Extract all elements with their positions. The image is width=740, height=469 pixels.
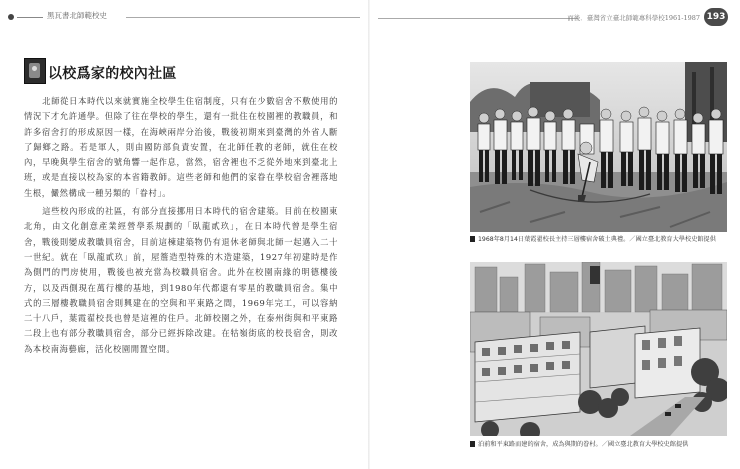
page-number: 193 <box>704 8 728 26</box>
right-page <box>370 0 740 469</box>
header-rule <box>126 17 360 18</box>
paragraph: 北師從日本時代以來就實施全校學生住宿制度，只有在少數宿舍不敷使用的情況下才允許通學。但除了往在學校的學生，還有一批住在校園裡的教職員，和許多宿舍打的形成原因一樣，在海峽兩岸分治後，戰後初期來到臺灣的外省人斷了歸鄉之路。若是軍人，則由國防部負責安置，在北師任教的老師，就住在校內，早晚與學生宿舍的號角響一起作息，當然，宿舍裡也不乏從外地來到臺北上班，或是直接以校為家的本省籍教師。這些老師和他們的家眷在學校宿舍裡落地生根，儼然構成一種另類的「眷村」。 <box>24 96 338 198</box>
left-running-header <box>8 10 360 24</box>
body-text <box>24 94 338 360</box>
groundbreaking-photo <box>470 62 727 232</box>
section-title: 以校爲家的校內社區 <box>48 66 177 82</box>
caption-text: 泊前和平東路而建的宿舍，成為與期的眷村。／國立臺北教育大學校史館提供 <box>478 441 689 448</box>
caption-marker-icon <box>470 441 475 447</box>
header-rule <box>378 18 578 19</box>
dormitory-caption <box>470 440 727 449</box>
right-header-title: 而後．臺灣省立臺北師範專科學校1961-1987 <box>567 14 700 22</box>
paragraph: 這些校內形成的社區，有部分直接挪用日本時代的宿舍建築。目前在校園東北角，由文化創意產業經營學系規劃的「臥龍貳玖」，在日本時代曾是學生宿舍，戰後則變成教職員宿舍，目前這棟建築物仍有退休老師與北師一起邁入二十一世紀。就在「臥龍貳玖」前，屋簷造型特殊的木造建築，1927年初建時是作為側門的門房使用，戰後也被充當為校職員宿舍。此外在校園南緣的明德樓後方，以及西側現在萬行樓的基地，到1980年代都還有零星的教職員宿舍。集中式的三層樓教職員宿舍則興建在的空與和平東路之間，1969年完工，可以容納二十八戶，葉霞翟校長也曾是這裡的住戶。北師校園之外，在泰州街與和平東路二段上也有部分教職員宿舍，部分已經拆除改建。在牯嶺街底的校長宿舍，則改為本校南海藝廊，活化校園閒置空間。 <box>24 206 338 354</box>
header-divider <box>17 17 43 18</box>
right-running-header <box>378 8 734 26</box>
portrait-icon <box>24 58 46 84</box>
groundbreaking-caption <box>470 235 727 244</box>
caption-marker-icon <box>470 236 475 242</box>
bullet-icon <box>8 14 14 20</box>
caption-text: 1968年8月14日葉霞翟校長主持三層樓宿舍破土典禮。／國立臺北教育大學校史館提供 <box>478 236 716 243</box>
dormitory-photo <box>470 262 727 436</box>
left-header-title: 黑瓦書北師範校史 <box>44 10 110 21</box>
